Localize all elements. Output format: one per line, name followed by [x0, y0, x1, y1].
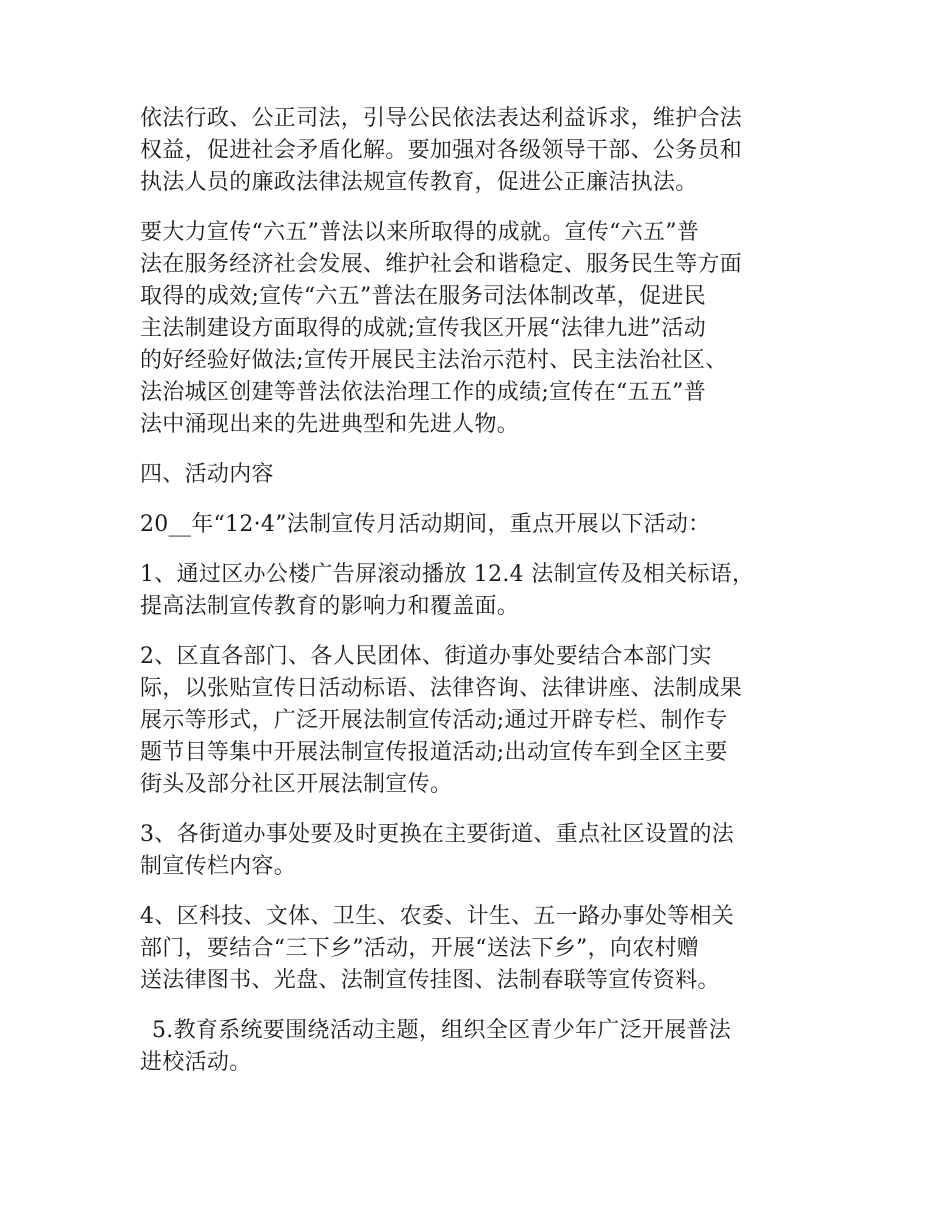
text-line: 取得的成效;宣传“六五”普法在服务司法体制改革，促进民 [140, 284, 707, 309]
text-line: 5.教育系统要围绕活动主题，组织全区青少年广泛开展普法 [152, 1018, 732, 1043]
text-line: 执法人员的廉政法律法规宣传教育，促进公正廉洁执法。 [140, 170, 698, 195]
text-line: 际，以张贴宣传日活动标语、法律咨询、法律讲座、法制成果 [140, 676, 743, 701]
text-line: 法在服务经济社会发展、维护社会和谐稳定、服务民生等方面 [140, 252, 743, 277]
text-line: 制宣传栏内容。 [140, 854, 297, 879]
text-line: 题节目等集中开展法制宣传报道活动;出动宣传车到全区主要 [140, 740, 728, 765]
text-line: 权益，促进社会矛盾化解。要加强对各级领导干部、公务员和 [140, 138, 743, 163]
text-line: 1、通过区办公楼广告屏滚动播放 12.4 法制宣传及相关标语， [140, 562, 755, 587]
text-line: 3、各街道办事处要及时更换在主要街道、重点社区设置的法 [140, 822, 735, 847]
text-line: 展示等形式，广泛开展法制宣传活动;通过开辟专栏、制作专 [140, 708, 728, 733]
paragraph-1 [140, 103, 815, 199]
text-line: 进校活动。 [140, 1050, 252, 1075]
list-item-2 [140, 641, 815, 801]
paragraph-2 [140, 217, 815, 441]
text-line: 的好经验好做法;宣传开展民主法治示范村、民主法治社区、 [140, 348, 728, 373]
text-line: 2、区直各部门、各人民团体、街道办事处要结合本部门实 [140, 644, 712, 669]
text-line: 法中涌现出来的先进典型和先进人物。 [140, 412, 520, 437]
list-item-1 [140, 559, 815, 623]
text-line: 4、区科技、文体、卫生、农委、计生、五一路办事处等相关 [140, 904, 735, 929]
list-item-5 [140, 1015, 815, 1079]
text-line: 提高法制宣传教育的影响力和覆盖面。 [140, 594, 520, 619]
list-item-3 [140, 819, 815, 883]
paragraph-intro [140, 509, 815, 541]
text-line: 法治城区创建等普法依法治理工作的成绩;宣传在“五五”普 [140, 380, 707, 405]
text-line: 要大力宣传“六五”普法以来所取得的成就。宣传“六五”普 [140, 220, 700, 245]
text-line: 部门，要结合“三下乡”活动，开展“送法下乡”，向农村赠 [140, 936, 700, 961]
document-body [140, 103, 815, 1097]
text-line: 依法行政、公正司法，引导公民依法表达利益诉求，维护合法 [140, 106, 743, 131]
text-line: 街头及部分社区开展法制宣传。 [140, 772, 453, 797]
text-line: 送法律图书、光盘、法制宣传挂图、法制春联等宣传资料。 [140, 968, 720, 993]
section-title: 四、活动内容 [140, 462, 274, 487]
list-item-4 [140, 901, 815, 997]
section-heading [140, 459, 815, 491]
text-line: 20__年“12·4”法制宣传月活动期间，重点开展以下活动： [140, 512, 711, 537]
text-line: 主法制建设方面取得的成就;宣传我区开展“法律九进”活动 [140, 316, 707, 341]
